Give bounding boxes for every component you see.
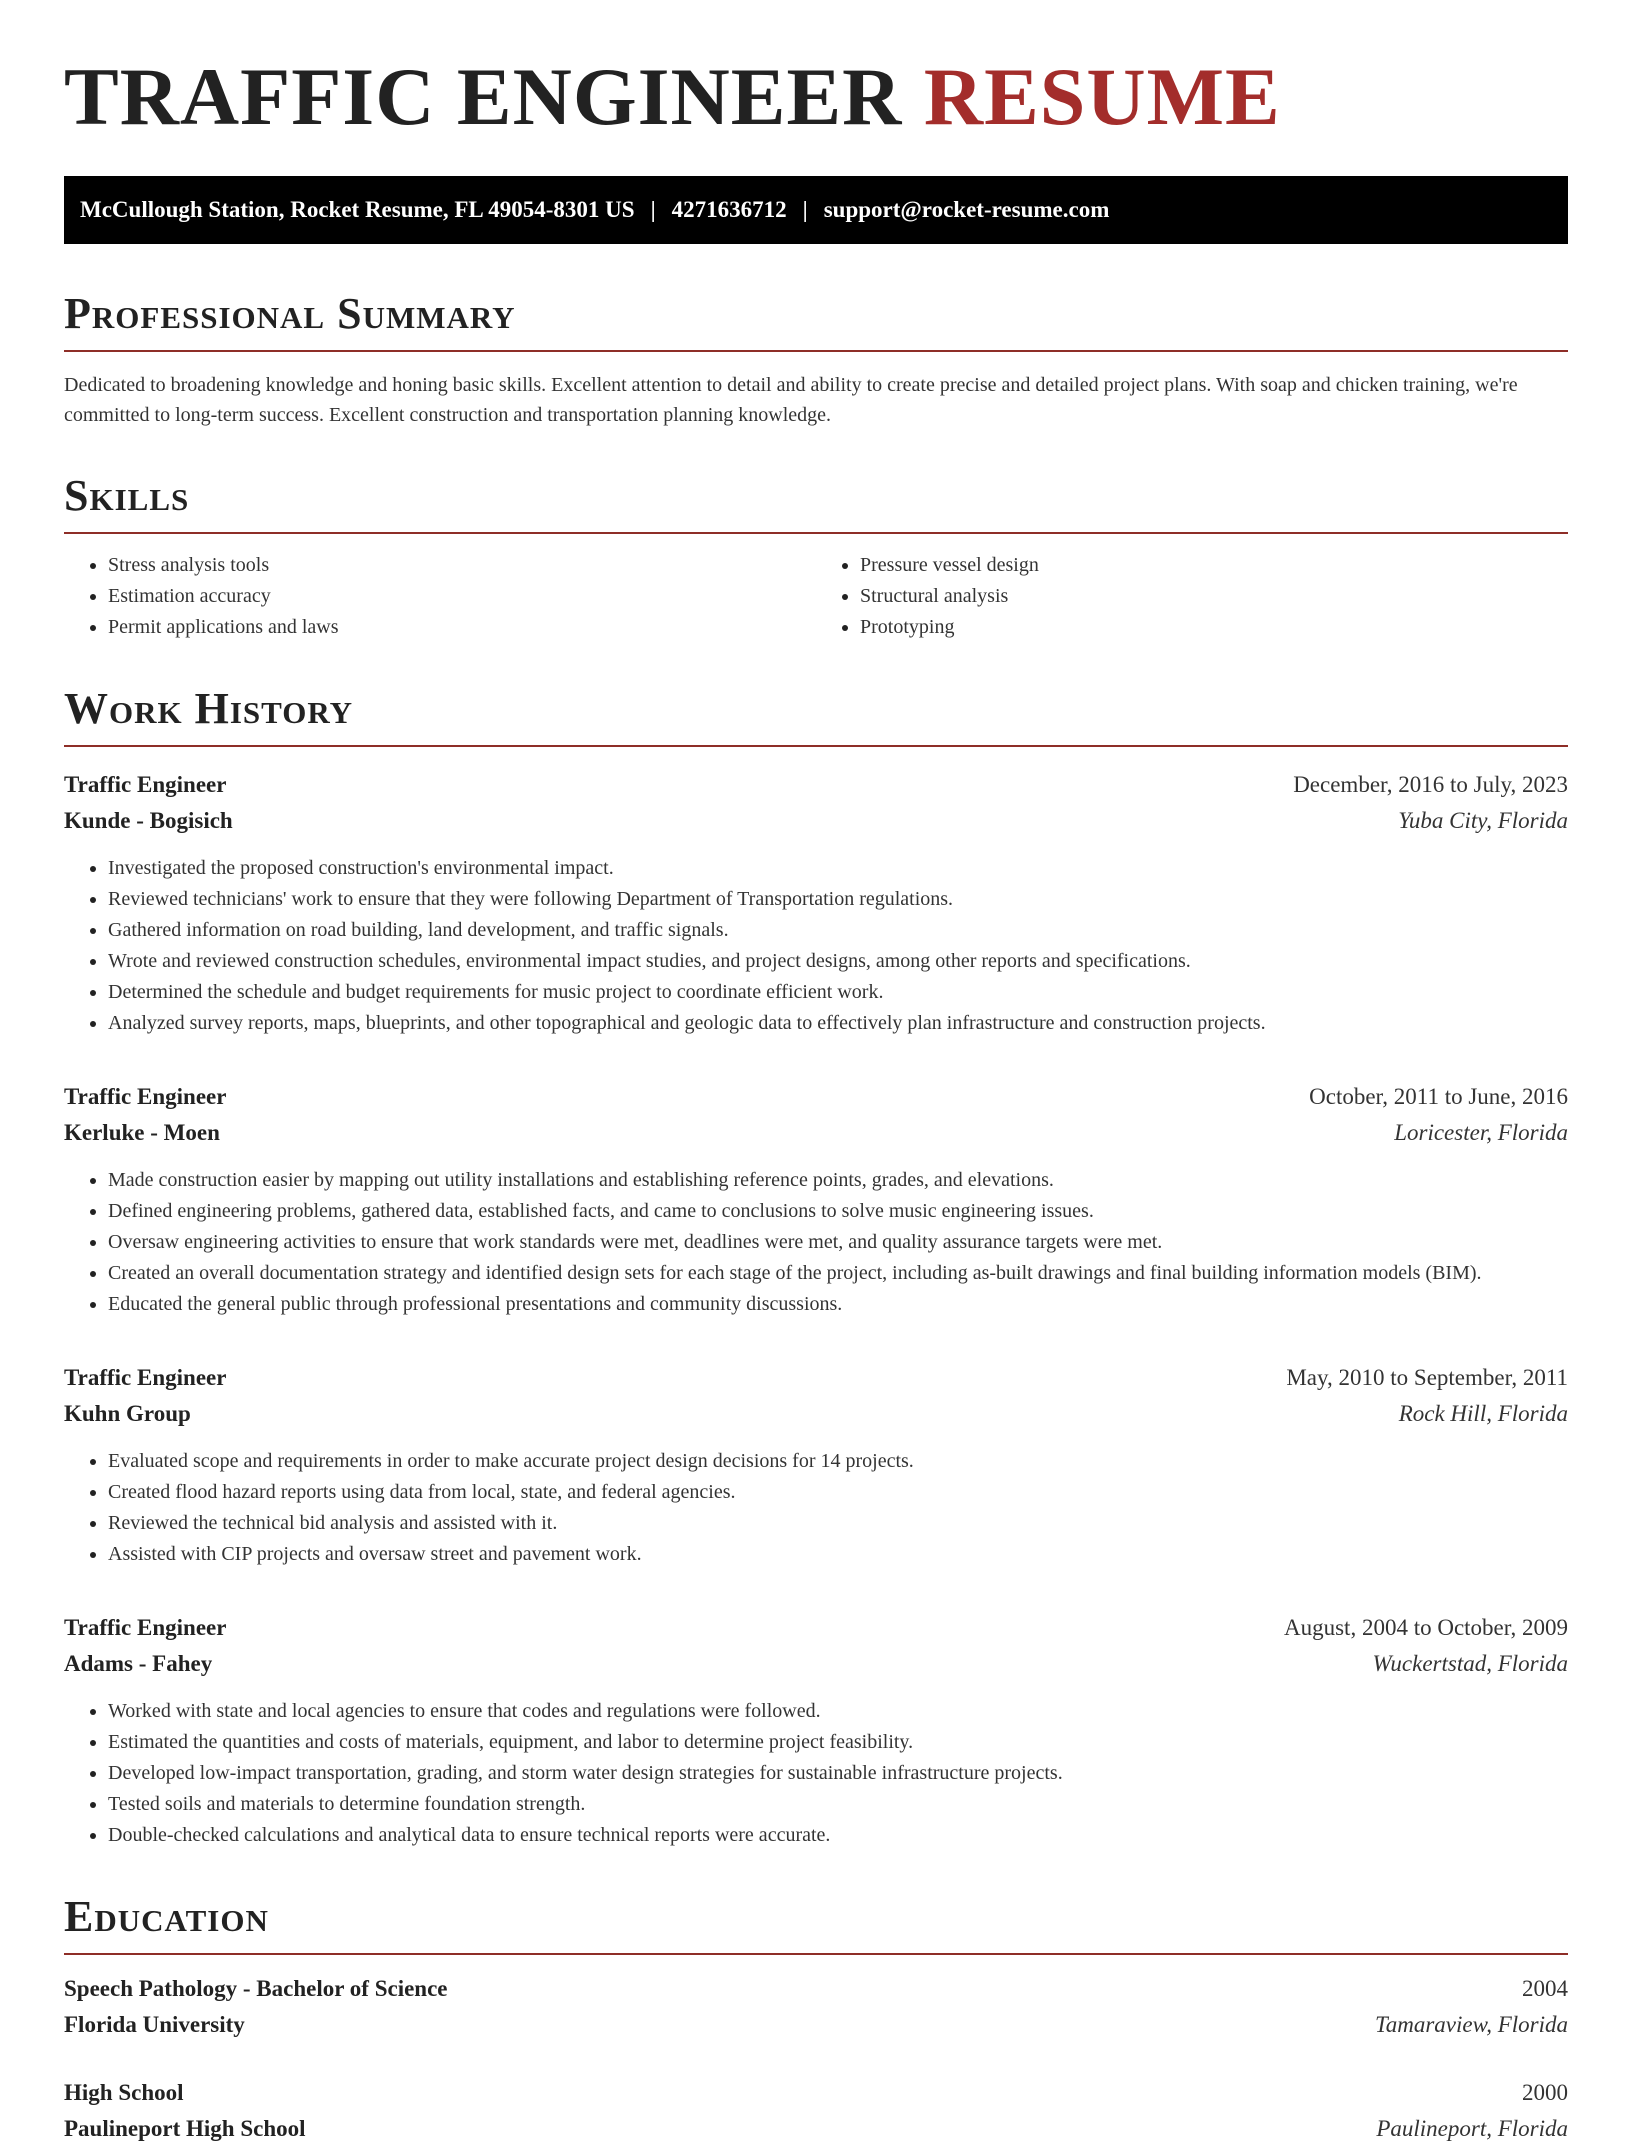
contact-bar: [64, 176, 1568, 244]
job-company: Kuhn Group: [64, 1401, 191, 1426]
job-bullet: • Created flood hazard reports using data from local, state, and federal agencies.: [108, 1477, 1568, 1508]
work-heading: Work History: [64, 687, 1568, 747]
title-main: TRAFFIC ENGINEER: [64, 51, 903, 142]
job-title-row: [64, 1079, 1568, 1115]
education-school-row: [64, 2007, 1568, 2043]
skill-item: • Estimation accuracy: [108, 581, 816, 612]
job-bullets: [64, 853, 1568, 1039]
job-title-row: [64, 1360, 1568, 1396]
education-school: Florida University: [64, 2012, 245, 2037]
skills-heading: Skills: [64, 474, 1568, 534]
job-title: Traffic Engineer: [64, 1084, 227, 1109]
education-school-row: [64, 2111, 1568, 2147]
job-title-row: [64, 1610, 1568, 1646]
education-year: 2000: [1522, 2080, 1568, 2105]
job-company-row: [64, 1646, 1568, 1682]
skill-item: • Prototyping: [860, 612, 1568, 643]
job-title-row: [64, 767, 1568, 803]
job-bullets: [64, 1165, 1568, 1320]
job-bullet: • Worked with state and local agencies to ensure that codes and regulations were followed.: [108, 1696, 1568, 1727]
education-degree-row: [64, 2075, 1568, 2111]
job-bullets: [64, 1446, 1568, 1570]
job-entry: [64, 1079, 1568, 1320]
skill-item: • Pressure vessel design: [860, 550, 1568, 581]
job-company-row: [64, 803, 1568, 839]
job-location: Loricester, Florida: [1394, 1120, 1568, 1145]
job-dates: May, 2010 to September, 2011: [1286, 1365, 1568, 1390]
job-company: Kunde - Bogisich: [64, 808, 233, 833]
contact-address: McCullough Station, Rocket Resume, FL 49054-8301 US: [80, 197, 635, 222]
job-bullet: • Defined engineering problems, gathered data, established facts, and came to conclusions to solve music engineering issues.: [108, 1196, 1568, 1227]
education-location: Tamaraview, Florida: [1375, 2012, 1568, 2037]
job-dates: December, 2016 to July, 2023: [1293, 772, 1568, 797]
job-title: Traffic Engineer: [64, 772, 227, 797]
job-bullet: • Investigated the proposed construction's environmental impact.: [108, 853, 1568, 884]
skill-item: • Stress analysis tools: [108, 550, 816, 581]
job-bullet: • Gathered information on road building, land development, and traffic signals.: [108, 915, 1568, 946]
job-company-row: [64, 1396, 1568, 1432]
resume-title: [64, 0, 1568, 142]
job-title: Traffic Engineer: [64, 1615, 227, 1640]
job-bullet: • Developed low-impact transportation, grading, and storm water design strategies for sustainable infrastructure projects.: [108, 1758, 1568, 1789]
title-accent: RESUME: [923, 51, 1281, 142]
job-bullet: • Estimated the quantities and costs of materials, equipment, and labor to determine project feasibility.: [108, 1727, 1568, 1758]
summary-text: Dedicated to broadening knowledge and honing basic skills. Excellent attention to detail and ability to create precise and detailed project plans. With soap and chicken training, we're committed to long-term success. Excellent construction and transportation planning knowledge.: [64, 374, 1518, 426]
job-bullet: • Educated the general public through professional presentations and community discussions.: [108, 1289, 1568, 1320]
skills-column-left: [64, 550, 816, 643]
job-location: Wuckertstad, Florida: [1372, 1651, 1568, 1676]
job-location: Yuba City, Florida: [1398, 808, 1568, 833]
job-bullet: • Wrote and reviewed construction schedules, environmental impact studies, and project designs, among other reports and specifications.: [108, 946, 1568, 977]
job-title: Traffic Engineer: [64, 1365, 227, 1390]
job-bullet: • Created an overall documentation strategy and identified design sets for each stage of the project, including as-built drawings and final building information models (BIM).: [108, 1258, 1568, 1289]
job-bullet: • Oversaw engineering activities to ensure that work standards were met, deadlines were met, and quality assurance targets were met.: [108, 1227, 1568, 1258]
job-bullets: [64, 1696, 1568, 1851]
education-school: Paulineport High School: [64, 2116, 306, 2141]
job-entry: [64, 1610, 1568, 1851]
job-bullet: • Evaluated scope and requirements in order to make accurate project design decisions for 14 projects.: [108, 1446, 1568, 1477]
job-company-row: [64, 1115, 1568, 1151]
education-location: Paulineport, Florida: [1376, 2116, 1568, 2141]
job-bullet: • Determined the schedule and budget requirements for music project to coordinate efficient work.: [108, 977, 1568, 1008]
education-degree: Speech Pathology - Bachelor of Science: [64, 1976, 448, 2001]
job-entry: [64, 1360, 1568, 1570]
job-dates: August, 2004 to October, 2009: [1284, 1615, 1568, 1640]
job-company: Kerluke - Moen: [64, 1120, 220, 1145]
skills-list: [64, 550, 1568, 643]
education-heading: Education: [64, 1895, 1568, 1955]
education-entry: [64, 2075, 1568, 2147]
job-bullet: • Double-checked calculations and analytical data to ensure technical reports were accurate.: [108, 1820, 1568, 1851]
job-bullet: • Assisted with CIP projects and oversaw street and pavement work.: [108, 1539, 1568, 1570]
resume-content: [64, 0, 1568, 2147]
job-bullet: • Analyzed survey reports, maps, blueprints, and other topographical and geologic data to effectively plan infrastructure and construction projects.: [108, 1008, 1568, 1039]
job-bullet: • Reviewed the technical bid analysis and assisted with it.: [108, 1508, 1568, 1539]
job-bullet: • Made construction easier by mapping out utility installations and establishing reference points, grades, and elevations.: [108, 1165, 1568, 1196]
contact-separator: |: [650, 197, 656, 222]
education-degree: High School: [64, 2080, 184, 2105]
education-entry: [64, 1971, 1568, 2043]
job-location: Rock Hill, Florida: [1398, 1401, 1568, 1426]
job-entry: [64, 767, 1568, 1039]
contact-phone: 4271636712: [671, 197, 787, 222]
education-year: 2004: [1522, 1976, 1568, 2001]
summary-heading: Professional Summary: [64, 292, 1568, 352]
job-bullet: • Reviewed technicians' work to ensure that they were following Department of Transportation regulations.: [108, 884, 1568, 915]
contact-email: support@rocket-resume.com: [823, 197, 1110, 222]
skill-item: • Permit applications and laws: [108, 612, 816, 643]
job-dates: October, 2011 to June, 2016: [1309, 1084, 1568, 1109]
skills-column-right: [816, 550, 1568, 643]
education-degree-row: [64, 1971, 1568, 2007]
contact-separator: |: [802, 197, 808, 222]
job-bullet: • Tested soils and materials to determine foundation strength.: [108, 1789, 1568, 1820]
job-company: Adams - Fahey: [64, 1651, 213, 1676]
skill-item: • Structural analysis: [860, 581, 1568, 612]
